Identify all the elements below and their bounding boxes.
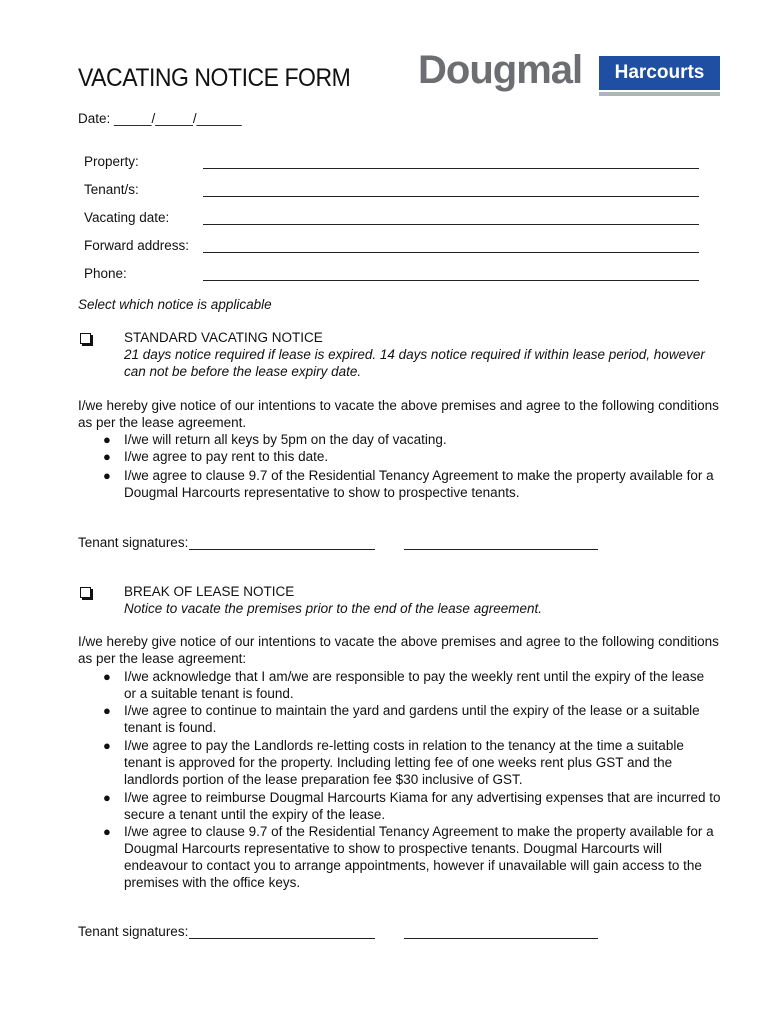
field-line-forward-address[interactable] [203,252,699,253]
field-label-property: Property: [84,154,139,169]
break-bullet-cont: secure a tenant until the expiry of the lease. [124,807,386,822]
break-notice-checkbox[interactable] [80,587,91,598]
standard-note-line: 21 days notice required if lease is expired. 14 days notice required if within lease period, however [124,347,705,362]
break-signature-line-2[interactable] [404,938,598,939]
break-signature-line-1[interactable] [189,938,375,939]
break-bullet-cont: or a suitable tenant is found. [124,686,294,701]
break-bullet: I/we acknowledge that I am/we are responsible to pay the weekly rent until the expiry of the lease [124,669,705,684]
select-instruction: Select which notice is applicable [78,297,272,312]
standard-signature-label: Tenant signatures: [78,535,189,550]
standard-intro-line: I/we hereby give notice of our intentions to vacate the above premises and agree to the following conditions [78,398,719,413]
break-bullet-cont: premises with the office keys. [124,875,301,890]
field-label-phone: Phone: [84,266,127,281]
break-bullet-cont: landlords portion of the lease preparation fee $30 inclusive of GST. [124,772,523,787]
bullet-icon: ● [103,449,111,464]
bullet-icon: ● [103,468,111,483]
dougmal-logo: Dougmal [418,48,583,92]
break-note-line: Notice to vacate the premises prior to the end of the lease agreement. [124,601,542,616]
bullet-icon: ● [103,432,111,447]
break-bullet: I/we agree to continue to maintain the yard and gardens until the expiry of the lease or a suitable [124,703,700,718]
break-intro-line: as per the lease agreement: [78,651,247,666]
standard-intro-line: as per the lease agreement. [78,415,247,430]
bullet-icon: ● [103,669,111,684]
break-notice-heading: BREAK OF LEASE NOTICE [124,584,295,599]
break-bullet-cont: endeavour to contact you to arrange appointments, however if unavailable will gain access to the [124,858,702,873]
break-signature-label: Tenant signatures: [78,924,189,939]
bullet-icon: ● [103,790,111,805]
logo-underline [599,92,720,96]
standard-signature-line-1[interactable] [189,549,375,550]
bullet-icon: ● [103,824,111,839]
break-intro-line: I/we hereby give notice of our intentions to vacate the above premises and agree to the following conditions [78,634,719,649]
standard-note-line: can not be before the lease expiry date. [124,364,362,379]
field-label-tenants: Tenant/s: [84,182,139,197]
field-line-vacating-date[interactable] [203,224,699,225]
break-bullet-cont: Dougmal Harcourts representative to show to prospective tenants. Dougmal Harcourts will [124,841,662,856]
date-line: Date: _____/_____/______ [78,111,242,126]
field-line-tenants[interactable] [203,196,699,197]
break-bullet: I/we agree to pay the Landlords re-letting costs in relation to the tenancy at the time a suitable [124,738,684,753]
break-bullet: I/we agree to clause 9.7 of the Residential Tenancy Agreement to make the property available for a [124,824,714,839]
standard-notice-heading: STANDARD VACATING NOTICE [124,330,323,345]
standard-signature-line-2[interactable] [404,549,598,550]
break-bullet-cont: tenant is approved for the property. Including letting fee of one weeks rent plus GST and the [124,755,673,770]
standard-bullet: I/we agree to pay rent to this date. [124,449,329,464]
break-bullet-cont: tenant is found. [124,720,217,735]
field-line-phone[interactable] [203,280,699,281]
break-bullet: I/we agree to reimburse Dougmal Harcourts Kiama for any advertising expenses that are incurred to [124,790,721,805]
page-title: VACATING NOTICE FORM [78,64,351,92]
standard-notice-checkbox[interactable] [80,333,91,344]
field-line-property[interactable] [203,168,699,169]
standard-bullet-cont: Dougmal Harcourts representative to show to prospective tenants. [124,485,520,500]
bullet-icon: ● [103,703,111,718]
field-label-forward-address: Forward address: [84,238,190,253]
field-label-vacating-date: Vacating date: [84,210,170,225]
bullet-icon: ● [103,738,111,753]
standard-bullet: I/we agree to clause 9.7 of the Residential Tenancy Agreement to make the property available for a [124,468,714,483]
standard-bullet: I/we will return all keys by 5pm on the day of vacating. [124,432,447,447]
harcourts-logo: Harcourts [599,56,720,90]
